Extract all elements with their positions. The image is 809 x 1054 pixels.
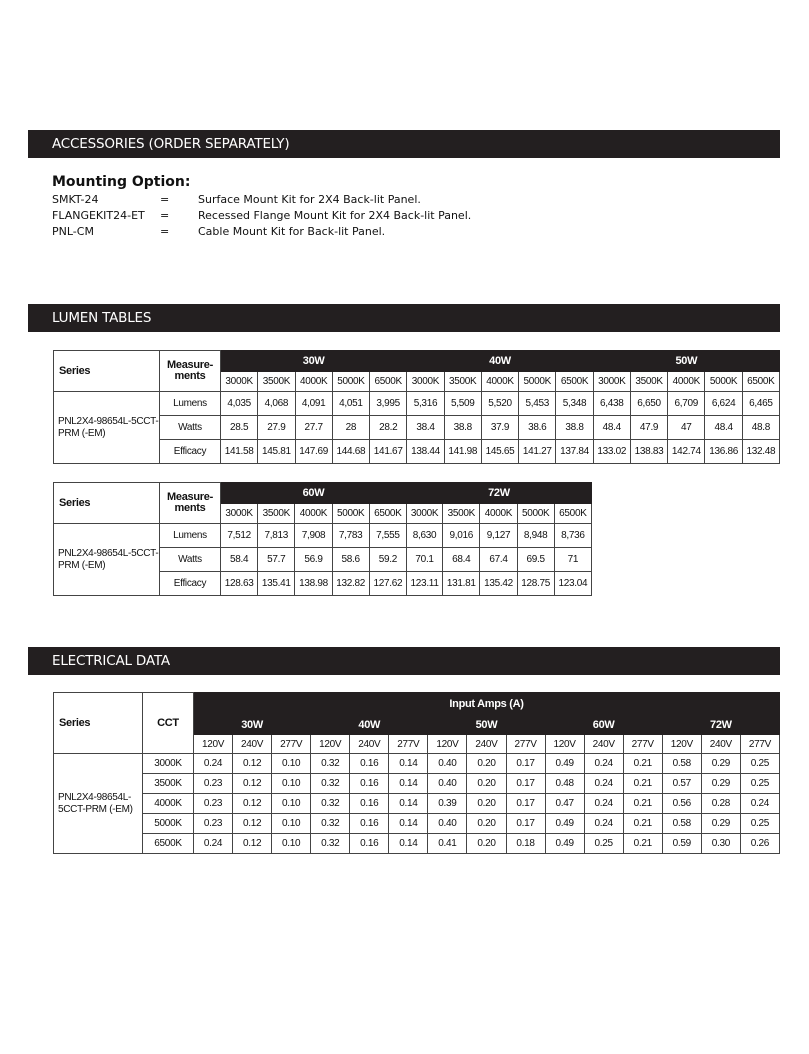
value-cell: 4,091	[295, 392, 332, 416]
value-cell: 6,624	[705, 392, 742, 416]
value-cell: 7,813	[258, 524, 295, 548]
value-cell: 5,509	[444, 392, 481, 416]
cct-header: 5000K	[705, 372, 742, 392]
lumen-table-2	[53, 482, 592, 596]
value-cell: 0.25	[740, 754, 779, 774]
cct-header: 3000K	[221, 372, 258, 392]
mounting-code: FLANGEKIT24-ET	[52, 209, 145, 222]
value-cell: 135.42	[480, 572, 517, 596]
cct-header: 3000K	[407, 372, 444, 392]
value-cell: 0.59	[662, 834, 701, 854]
measurement-label: Efficacy	[160, 572, 221, 596]
value-cell: 0.20	[467, 774, 506, 794]
value-cell: 6,709	[668, 392, 705, 416]
cct-header: 6500K	[556, 372, 593, 392]
value-cell: 58.6	[332, 548, 369, 572]
value-cell: 0.21	[623, 814, 662, 834]
table-row	[54, 834, 780, 854]
value-cell: 0.14	[389, 794, 428, 814]
table-row	[54, 416, 780, 440]
voltage-header: 120V	[428, 735, 467, 754]
value-cell: 145.65	[481, 440, 518, 464]
section-header-electrical: ELECTRICAL DATA	[28, 647, 780, 675]
value-cell: 0.16	[350, 814, 389, 834]
value-cell: 27.9	[258, 416, 295, 440]
wattage-header: 40W	[311, 715, 428, 735]
value-cell: 0.21	[623, 754, 662, 774]
value-cell: 6,650	[630, 392, 667, 416]
measurement-label: Watts	[160, 416, 221, 440]
mounting-title: Mounting Option:	[52, 174, 191, 190]
value-cell: 5,520	[481, 392, 518, 416]
voltage-header: 120V	[311, 735, 350, 754]
value-cell: 132.48	[742, 440, 779, 464]
value-cell: 0.57	[662, 774, 701, 794]
value-cell: 71	[554, 548, 591, 572]
value-cell: 0.29	[701, 814, 740, 834]
value-cell: 0.14	[389, 754, 428, 774]
table-row	[54, 524, 592, 548]
mounting-options	[52, 174, 471, 240]
value-cell: 38.6	[519, 416, 556, 440]
value-cell: 3,995	[370, 392, 407, 416]
value-cell: 0.47	[545, 794, 584, 814]
value-cell: 58.4	[221, 548, 258, 572]
input-amps-header: Input Amps (A)	[194, 693, 780, 715]
value-cell: 0.26	[740, 834, 779, 854]
mounting-item	[52, 224, 471, 240]
value-cell: 137.84	[556, 440, 593, 464]
electrical-table	[53, 692, 780, 854]
value-cell: 141.58	[221, 440, 258, 464]
value-cell: 0.32	[311, 794, 350, 814]
value-cell: 0.10	[272, 794, 311, 814]
value-cell: 141.98	[444, 440, 481, 464]
header-row	[54, 693, 780, 715]
value-cell: 0.23	[194, 774, 233, 794]
mounting-desc: Cable Mount Kit for Back-lit Panel.	[198, 225, 386, 238]
value-cell: 0.58	[662, 814, 701, 834]
value-cell: 0.25	[584, 834, 623, 854]
value-cell: 0.40	[428, 814, 467, 834]
cct-header: 3000K	[593, 372, 630, 392]
value-cell: 141.67	[370, 440, 407, 464]
value-cell: 123.11	[406, 572, 442, 596]
value-cell: 0.40	[428, 774, 467, 794]
value-cell: 56.9	[295, 548, 332, 572]
value-cell: 0.48	[545, 774, 584, 794]
cct-header: 5000K	[332, 372, 369, 392]
value-cell: 28	[332, 416, 369, 440]
voltage-header: 240V	[350, 735, 389, 754]
value-cell: 0.29	[701, 774, 740, 794]
table-row	[54, 774, 780, 794]
voltage-header: 120V	[545, 735, 584, 754]
value-cell: 67.4	[480, 548, 517, 572]
value-cell: 0.49	[545, 814, 584, 834]
value-cell: 4,068	[258, 392, 295, 416]
value-cell: 136.86	[705, 440, 742, 464]
value-cell: 0.56	[662, 794, 701, 814]
mounting-code: SMKT-24	[52, 193, 99, 206]
voltage-header: 120V	[662, 735, 701, 754]
value-cell: 0.20	[467, 834, 506, 854]
value-cell: 6,465	[742, 392, 779, 416]
value-cell: 127.62	[369, 572, 406, 596]
series-header: Series	[54, 483, 160, 524]
cct-label: 5000K	[143, 814, 194, 834]
value-cell: 48.4	[593, 416, 630, 440]
value-cell: 0.24	[584, 754, 623, 774]
value-cell: 123.04	[554, 572, 591, 596]
table-row	[54, 814, 780, 834]
value-cell: 38.8	[444, 416, 481, 440]
value-cell: 133.02	[593, 440, 630, 464]
equals: =	[160, 225, 170, 238]
cct-header: 4000K	[295, 372, 332, 392]
measurement-label: Efficacy	[160, 440, 221, 464]
mounting-item	[52, 208, 471, 224]
value-cell: 0.14	[389, 774, 428, 794]
value-cell: 70.1	[406, 548, 442, 572]
cct-header: 6500K	[742, 372, 779, 392]
measurements-header: Measure-ments	[160, 483, 221, 524]
value-cell: 8,948	[517, 524, 554, 548]
value-cell: 0.14	[389, 834, 428, 854]
cct-header: 6500K	[554, 504, 591, 524]
value-cell: 6,438	[593, 392, 630, 416]
value-cell: 0.28	[701, 794, 740, 814]
table-row	[54, 794, 780, 814]
measurement-label: Lumens	[160, 392, 221, 416]
series-name: PNL2X4-98654L-5CCT-PRM (-EM)	[54, 524, 160, 596]
series-name: PNL2X4-98654L-5CCT-PRM (-EM)	[54, 392, 160, 464]
value-cell: 0.21	[623, 834, 662, 854]
cct-label: 4000K	[143, 794, 194, 814]
value-cell: 7,783	[332, 524, 369, 548]
series-name: PNL2X4-98654L-5CCT-PRM (-EM)	[54, 754, 143, 854]
cct-header: CCT	[143, 693, 194, 754]
table-row	[54, 440, 780, 464]
value-cell: 8,736	[554, 524, 591, 548]
voltage-header: 240V	[584, 735, 623, 754]
value-cell: 0.23	[194, 794, 233, 814]
value-cell: 0.20	[467, 794, 506, 814]
cct-header: 5000K	[519, 372, 556, 392]
wattage-header: 50W	[428, 715, 545, 735]
wattage-header: 50W	[593, 351, 779, 372]
value-cell: 4,051	[332, 392, 369, 416]
wattage-header: 40W	[407, 351, 593, 372]
value-cell: 0.39	[428, 794, 467, 814]
wattage-header: 72W	[406, 483, 591, 504]
value-cell: 0.32	[311, 774, 350, 794]
cct-header: 3000K	[406, 504, 442, 524]
value-cell: 47.9	[630, 416, 667, 440]
mounting-item	[52, 192, 471, 208]
value-cell: 0.24	[584, 814, 623, 834]
value-cell: 0.16	[350, 834, 389, 854]
cct-header: 3500K	[258, 504, 295, 524]
cct-header: 6500K	[370, 372, 407, 392]
value-cell: 7,555	[369, 524, 406, 548]
value-cell: 141.27	[519, 440, 556, 464]
value-cell: 0.12	[233, 774, 272, 794]
value-cell: 0.24	[584, 774, 623, 794]
value-cell: 38.8	[556, 416, 593, 440]
wattage-header: 60W	[221, 483, 407, 504]
value-cell: 8,630	[406, 524, 442, 548]
mounting-desc: Surface Mount Kit for 2X4 Back-lit Panel.	[198, 193, 421, 206]
value-cell: 0.10	[272, 814, 311, 834]
value-cell: 4,035	[221, 392, 258, 416]
value-cell: 57.7	[258, 548, 295, 572]
voltage-header: 277V	[389, 735, 428, 754]
measurement-label: Lumens	[160, 524, 221, 548]
value-cell: 28.2	[370, 416, 407, 440]
value-cell: 135.41	[258, 572, 295, 596]
cct-header: 4000K	[668, 372, 705, 392]
value-cell: 0.32	[311, 814, 350, 834]
value-cell: 0.21	[623, 774, 662, 794]
voltage-header: 277V	[623, 735, 662, 754]
value-cell: 0.24	[584, 794, 623, 814]
value-cell: 38.4	[407, 416, 444, 440]
wattage-header: 60W	[545, 715, 662, 735]
value-cell: 5,316	[407, 392, 444, 416]
header-row	[54, 483, 592, 504]
value-cell: 9,016	[443, 524, 480, 548]
value-cell: 0.30	[701, 834, 740, 854]
voltage-header: 120V	[194, 735, 233, 754]
value-cell: 128.75	[517, 572, 554, 596]
wattage-header: 72W	[662, 715, 779, 735]
value-cell: 0.24	[194, 834, 233, 854]
value-cell: 0.49	[545, 834, 584, 854]
value-cell: 142.74	[668, 440, 705, 464]
cct-header: 3500K	[630, 372, 667, 392]
cct-header: 3500K	[443, 504, 480, 524]
value-cell: 0.24	[194, 754, 233, 774]
value-cell: 0.17	[506, 754, 545, 774]
voltage-header: 240V	[701, 735, 740, 754]
value-cell: 0.16	[350, 774, 389, 794]
value-cell: 7,908	[295, 524, 332, 548]
value-cell: 0.25	[740, 814, 779, 834]
table-row	[54, 754, 780, 774]
value-cell: 0.12	[233, 754, 272, 774]
cct-label: 6500K	[143, 834, 194, 854]
value-cell: 28.5	[221, 416, 258, 440]
equals: =	[160, 193, 170, 206]
voltage-header: 277V	[740, 735, 779, 754]
value-cell: 0.41	[428, 834, 467, 854]
voltage-header: 277V	[506, 735, 545, 754]
value-cell: 138.44	[407, 440, 444, 464]
value-cell: 0.20	[467, 814, 506, 834]
cct-label: 3500K	[143, 774, 194, 794]
value-cell: 0.23	[194, 814, 233, 834]
value-cell: 68.4	[443, 548, 480, 572]
cct-header: 4000K	[481, 372, 518, 392]
cct-header: 6500K	[369, 504, 406, 524]
equals: =	[160, 209, 170, 222]
value-cell: 0.58	[662, 754, 701, 774]
value-cell: 59.2	[369, 548, 406, 572]
value-cell: 0.10	[272, 834, 311, 854]
mounting-desc: Recessed Flange Mount Kit for 2X4 Back-lit Panel.	[198, 209, 472, 222]
value-cell: 0.12	[233, 834, 272, 854]
value-cell: 128.63	[221, 572, 258, 596]
value-cell: 0.16	[350, 794, 389, 814]
measurement-label: Watts	[160, 548, 221, 572]
header-row	[54, 351, 780, 372]
measurements-header: Measure-ments	[160, 351, 221, 392]
value-cell: 0.29	[701, 754, 740, 774]
value-cell: 69.5	[517, 548, 554, 572]
value-cell: 0.17	[506, 774, 545, 794]
value-cell: 37.9	[481, 416, 518, 440]
value-cell: 0.21	[623, 794, 662, 814]
section-header-lumen-tables: LUMEN TABLES	[28, 304, 780, 332]
lumen-table-1	[53, 350, 780, 464]
value-cell: 0.12	[233, 814, 272, 834]
value-cell: 5,348	[556, 392, 593, 416]
value-cell: 0.25	[740, 774, 779, 794]
mounting-code: PNL-CM	[52, 225, 94, 238]
value-cell: 0.17	[506, 814, 545, 834]
value-cell: 0.10	[272, 774, 311, 794]
series-header: Series	[54, 693, 143, 754]
value-cell: 147.69	[295, 440, 332, 464]
value-cell: 0.20	[467, 754, 506, 774]
value-cell: 0.12	[233, 794, 272, 814]
cct-header: 4000K	[295, 504, 332, 524]
value-cell: 47	[668, 416, 705, 440]
value-cell: 132.82	[332, 572, 369, 596]
value-cell: 0.40	[428, 754, 467, 774]
value-cell: 0.24	[740, 794, 779, 814]
value-cell: 0.16	[350, 754, 389, 774]
value-cell: 0.18	[506, 834, 545, 854]
voltage-header: 240V	[467, 735, 506, 754]
wattage-header: 30W	[221, 351, 407, 372]
value-cell: 0.10	[272, 754, 311, 774]
value-cell: 144.68	[332, 440, 369, 464]
value-cell: 27.7	[295, 416, 332, 440]
wattage-header: 30W	[194, 715, 311, 735]
cct-header: 3500K	[258, 372, 295, 392]
value-cell: 0.17	[506, 794, 545, 814]
table-row	[54, 392, 780, 416]
value-cell: 0.32	[311, 754, 350, 774]
cct-header: 5000K	[517, 504, 554, 524]
value-cell: 131.81	[443, 572, 480, 596]
value-cell: 138.98	[295, 572, 332, 596]
cct-label: 3000K	[143, 754, 194, 774]
value-cell: 5,453	[519, 392, 556, 416]
value-cell: 0.32	[311, 834, 350, 854]
value-cell: 0.49	[545, 754, 584, 774]
cct-header: 4000K	[480, 504, 517, 524]
voltage-header: 240V	[233, 735, 272, 754]
cct-header: 3500K	[444, 372, 481, 392]
value-cell: 48.4	[705, 416, 742, 440]
value-cell: 0.14	[389, 814, 428, 834]
cct-header: 3000K	[221, 504, 258, 524]
section-header-accessories: ACCESSORIES (ORDER SEPARATELY)	[28, 130, 780, 158]
series-header: Series	[54, 351, 160, 392]
value-cell: 48.8	[742, 416, 779, 440]
value-cell: 9,127	[480, 524, 517, 548]
voltage-header: 277V	[272, 735, 311, 754]
value-cell: 7,512	[221, 524, 258, 548]
value-cell: 145.81	[258, 440, 295, 464]
cct-header: 5000K	[332, 504, 369, 524]
value-cell: 138.83	[630, 440, 667, 464]
